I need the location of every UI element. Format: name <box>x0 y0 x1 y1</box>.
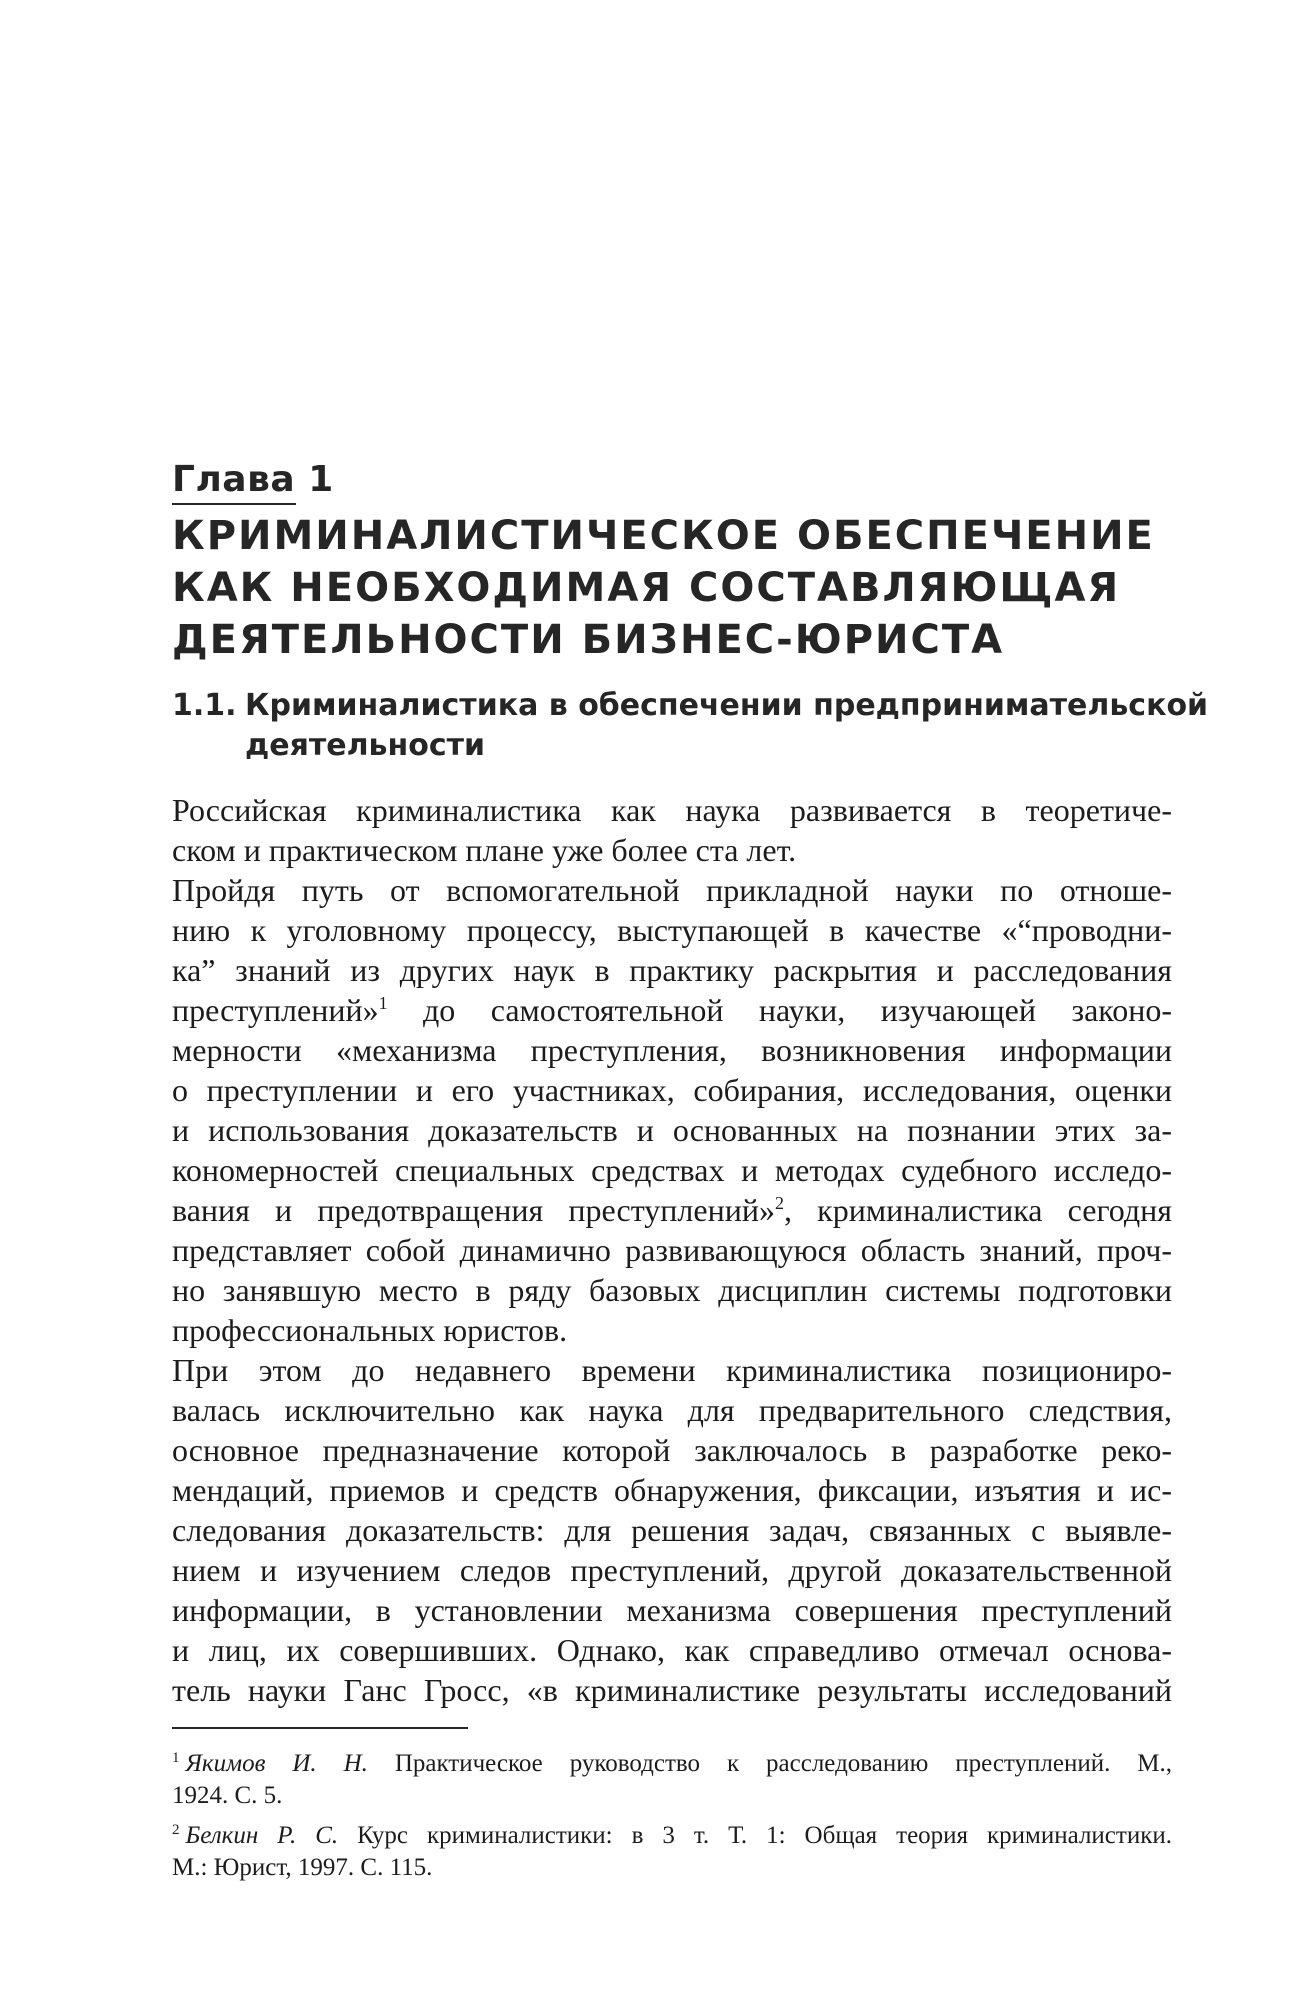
text-line: и использования доказательств и основанных на познании этих за- <box>172 1112 1172 1148</box>
footnote-mark: 1 <box>172 1750 180 1766</box>
text-line: нию к уголовному процессу, выступающей в качестве «“проводни- <box>172 912 1172 948</box>
text-line: основное предназначение которой заключалось в разработке реко- <box>172 1432 1172 1468</box>
text-line: но занявшую место в ряду базовых дисциплин системы подготовки <box>172 1272 1172 1308</box>
footnote-ref[interactable]: 1 <box>378 993 388 1013</box>
text-line: представляет собой динамично развивающуюся область знаний, проч- <box>172 1232 1172 1268</box>
footnote-divider <box>172 1727 468 1729</box>
chapter-title-line: ДЕЯТЕЛЬНОСТИ БИЗНЕС-ЮРИСТА <box>172 617 1005 663</box>
text-line: и лиц, их совершивших. Однако, как справедливо отмечал основа- <box>172 1632 1172 1668</box>
text-line: ском и практическом плане уже более ста лет. <box>172 832 797 868</box>
text-line: мерности «механизма преступления, возникновения информации <box>172 1032 1172 1068</box>
body-text <box>172 790 1172 1710</box>
text-fragment: преступлений» <box>172 992 379 1028</box>
footnote-mark: 2 <box>172 1822 180 1838</box>
section-title-line: Криминалистика в обеспечении предпринимательской <box>245 688 1209 723</box>
text-fragment: , криминалистика сегодня <box>783 1192 1173 1228</box>
chapter-label-underline <box>172 503 296 505</box>
text-line: следования доказательств: для решения задач, связанных с выявле- <box>172 1512 1172 1548</box>
footnote-text: Практическое руководство к расследованию преступлений. М., <box>367 1750 1173 1777</box>
section-number: 1.1. <box>172 688 237 723</box>
footnotes <box>172 1748 1172 1892</box>
footnote-ref[interactable]: 2 <box>774 1193 784 1213</box>
text-line: кономерностей специальных средствах и методах судебного исследо- <box>172 1152 1172 1188</box>
text-line: информации, в установлении механизма совершения преступлений <box>172 1592 1172 1628</box>
footnote-author: Якимов И. Н. <box>185 1750 368 1777</box>
text-line: о преступлении и его участниках, собирания, исследования, оценки <box>172 1072 1172 1108</box>
text-line: ка” знаний из других наук в практику раскрытия и расследования <box>172 952 1172 988</box>
text-fragment: вания и предотвращения преступлений» <box>172 1192 775 1228</box>
footnote <box>172 1820 1172 1884</box>
text-line: Пройдя путь от вспомогательной прикладной науки по отноше- <box>172 872 1172 908</box>
text-line <box>172 1190 1172 1230</box>
text-line <box>172 990 1172 1030</box>
text-line: профессиональных юристов. <box>172 1312 568 1348</box>
text-line: При этом до недавнего времени криминалистика позициониро- <box>172 1352 1172 1388</box>
chapter-title-line: КРИМИНАЛИСТИЧЕСКОЕ ОБЕСПЕЧЕНИЕ <box>172 513 1155 559</box>
footnote-line <box>172 1748 1172 1780</box>
section-title <box>245 686 1209 766</box>
text-fragment: до самостоятельной науки, изучающей законо- <box>387 992 1172 1028</box>
footnote-text: Курс криминалистики: в 3 т. Т. 1: Общая теория криминалистики. <box>338 1822 1172 1849</box>
section-title-line: деятельности <box>245 728 486 763</box>
footnote-line: М.: Юрист, 1997. С. 115. <box>172 1854 433 1881</box>
text-line: валась исключительно как наука для предварительного следствия, <box>172 1392 1172 1428</box>
chapter-title <box>172 510 1172 666</box>
footnote-line: 1924. С. 5. <box>172 1782 283 1809</box>
text-line: нием и изучением следов преступлений, другой доказательственной <box>172 1552 1172 1588</box>
chapter-label: Глава 1 <box>172 459 334 500</box>
footnote-author: Белкин Р. С. <box>185 1822 339 1849</box>
footnote-line <box>172 1820 1172 1852</box>
paragraph <box>172 1350 1172 1710</box>
text-line: мендаций, приемов и средств обнаружения, фиксации, изъятия и ис- <box>172 1472 1172 1508</box>
paragraph <box>172 870 1172 1350</box>
footnote <box>172 1748 1172 1812</box>
chapter-title-line: КАК НЕОБХОДИМАЯ СОСТАВЛЯЮЩАЯ <box>172 565 1121 611</box>
text-line: Российская криминалистика как наука развивается в теоретиче- <box>172 792 1172 828</box>
text-line: тель науки Ганс Гросс, «в криминалистике результаты исследований <box>172 1672 1172 1708</box>
paragraph <box>172 790 1172 870</box>
